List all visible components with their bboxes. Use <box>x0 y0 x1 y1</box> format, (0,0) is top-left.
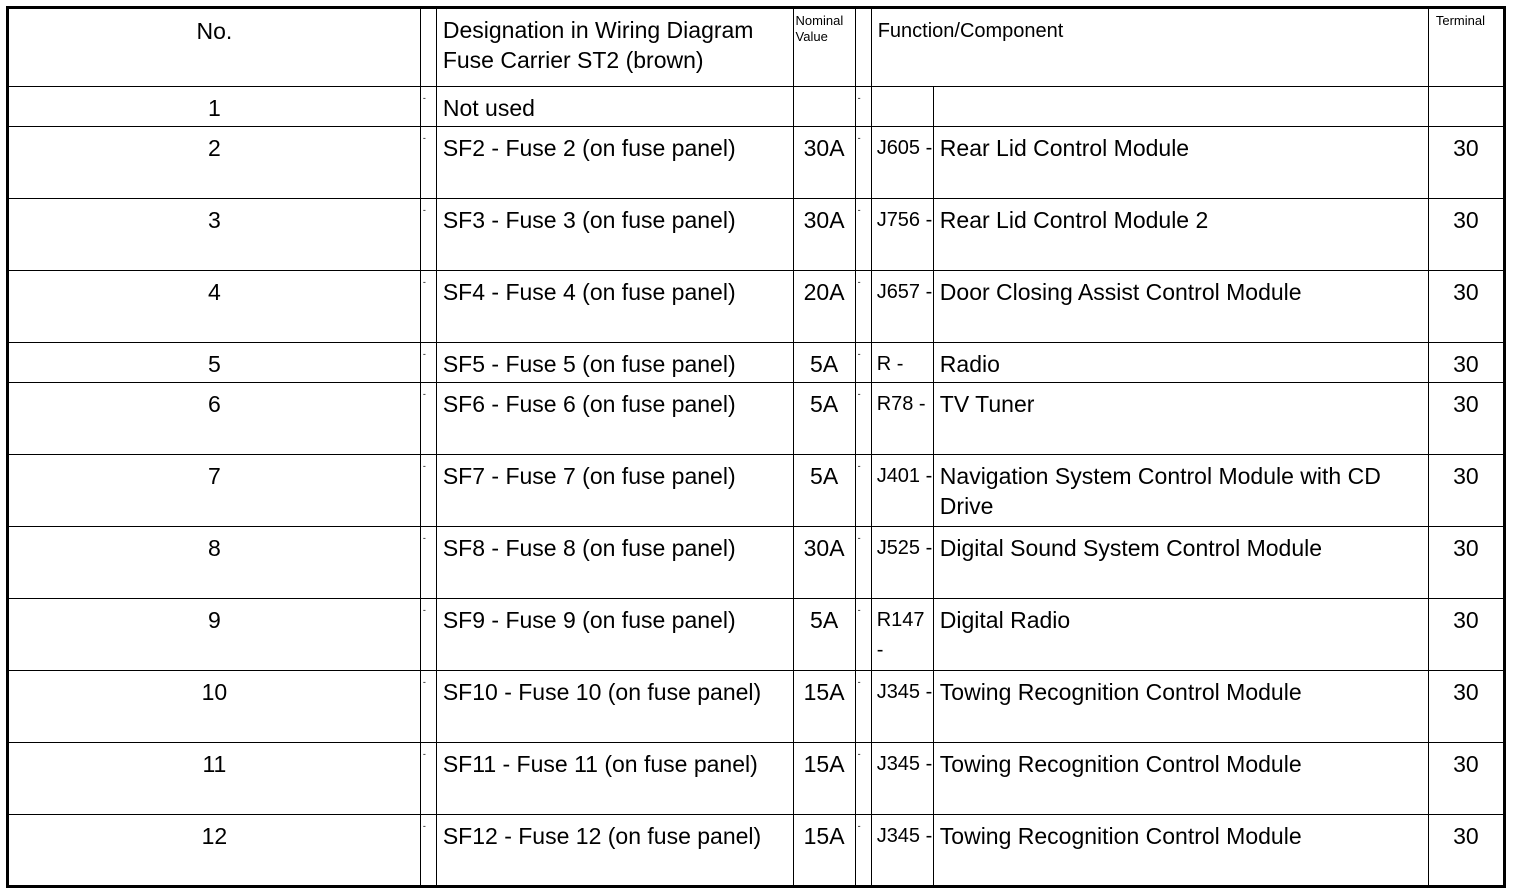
row-component-code: R147 - <box>871 599 933 671</box>
row-nominal-value: 15A <box>793 671 855 743</box>
row-no: 4 <box>8 271 421 343</box>
fuse-table <box>6 6 1506 888</box>
row-mark: - <box>420 815 436 887</box>
table-row <box>8 271 1505 343</box>
table-row <box>8 527 1505 599</box>
row-mark: - <box>420 383 436 455</box>
table-row <box>8 343 1505 383</box>
row-no: 5 <box>8 343 421 383</box>
row-nominal-value: 30A <box>793 527 855 599</box>
row-nominal-value: 20A <box>793 271 855 343</box>
row-no: 1 <box>8 87 421 127</box>
row-no: 8 <box>8 527 421 599</box>
table-row <box>8 383 1505 455</box>
row-mark-2: - <box>855 343 871 383</box>
row-designation: SF7 - Fuse 7 (on fuse panel) <box>436 455 793 527</box>
row-mark: - <box>420 455 436 527</box>
row-nominal-value: 5A <box>793 343 855 383</box>
row-no: 6 <box>8 383 421 455</box>
row-terminal: 30 <box>1428 271 1504 343</box>
row-component-code: J657 - <box>871 271 933 343</box>
row-function: Digital Sound System Control Module <box>933 527 1428 599</box>
table-row <box>8 815 1505 887</box>
row-designation: SF5 - Fuse 5 (on fuse panel) <box>436 343 793 383</box>
row-designation: SF3 - Fuse 3 (on fuse panel) <box>436 199 793 271</box>
row-nominal-value: 30A <box>793 199 855 271</box>
row-designation: SF10 - Fuse 10 (on fuse panel) <box>436 671 793 743</box>
row-function: Digital Radio <box>933 599 1428 671</box>
row-component-code: J525 - <box>871 527 933 599</box>
row-component-code: J605 - <box>871 127 933 199</box>
row-terminal: 30 <box>1428 743 1504 815</box>
header-nominal <box>793 8 855 87</box>
row-mark: - <box>420 671 436 743</box>
row-nominal-value: 15A <box>793 815 855 887</box>
row-no: 10 <box>8 671 421 743</box>
header-function: Function/Component <box>871 8 1428 87</box>
row-function: Rear Lid Control Module <box>933 127 1428 199</box>
row-component-code: R78 - <box>871 383 933 455</box>
row-mark-2: - <box>855 271 871 343</box>
row-no: 7 <box>8 455 421 527</box>
row-nominal-value: 5A <box>793 455 855 527</box>
row-terminal: 30 <box>1428 671 1504 743</box>
row-function: Navigation System Control Module with CD Drive <box>933 455 1428 527</box>
row-mark-2: - <box>855 671 871 743</box>
row-component-code: J756 - <box>871 199 933 271</box>
header-no: No. <box>8 8 421 87</box>
row-terminal: 30 <box>1428 343 1504 383</box>
row-designation: SF12 - Fuse 12 (on fuse panel) <box>436 815 793 887</box>
row-mark-2: - <box>855 527 871 599</box>
row-no: 9 <box>8 599 421 671</box>
row-mark: - <box>420 87 436 127</box>
table-row <box>8 87 1505 127</box>
row-nominal-value: 15A <box>793 743 855 815</box>
header-nominal-line2: Value <box>795 29 828 44</box>
table-row <box>8 199 1505 271</box>
table-row <box>8 455 1505 527</box>
header-row <box>8 8 1505 87</box>
row-mark-2: - <box>855 815 871 887</box>
row-designation: SF11 - Fuse 11 (on fuse panel) <box>436 743 793 815</box>
table-row <box>8 599 1505 671</box>
table-row <box>8 671 1505 743</box>
row-terminal: 30 <box>1428 599 1504 671</box>
row-nominal-value: 30A <box>793 127 855 199</box>
row-terminal: 30 <box>1428 455 1504 527</box>
table-row <box>8 743 1505 815</box>
row-component-code: J345 - <box>871 815 933 887</box>
row-nominal-value <box>793 87 855 127</box>
table-row <box>8 127 1505 199</box>
row-mark: - <box>420 743 436 815</box>
row-function: Radio <box>933 343 1428 383</box>
row-mark-2: - <box>855 455 871 527</box>
header-designation <box>436 8 793 87</box>
row-no: 2 <box>8 127 421 199</box>
row-mark-2: - <box>855 743 871 815</box>
header-spacer-1 <box>420 8 436 87</box>
row-designation: SF4 - Fuse 4 (on fuse panel) <box>436 271 793 343</box>
row-function: Rear Lid Control Module 2 <box>933 199 1428 271</box>
row-component-code: J345 - <box>871 671 933 743</box>
row-function: TV Tuner <box>933 383 1428 455</box>
row-mark-2: - <box>855 383 871 455</box>
row-terminal: 30 <box>1428 199 1504 271</box>
row-component-code: J401 - <box>871 455 933 527</box>
row-mark: - <box>420 527 436 599</box>
row-terminal: 30 <box>1428 815 1504 887</box>
row-mark: - <box>420 599 436 671</box>
row-mark-2: - <box>855 87 871 127</box>
row-terminal: 30 <box>1428 383 1504 455</box>
row-mark: - <box>420 199 436 271</box>
row-mark: - <box>420 271 436 343</box>
row-mark-2: - <box>855 599 871 671</box>
header-nominal-line1: Nominal <box>795 13 844 28</box>
header-designation-line2: Fuse Carrier ST2 (brown) <box>442 47 704 73</box>
row-function: Door Closing Assist Control Module <box>933 271 1428 343</box>
row-no: 12 <box>8 815 421 887</box>
row-mark: - <box>420 127 436 199</box>
row-mark: - <box>420 343 436 383</box>
header-terminal: Terminal <box>1428 8 1504 87</box>
row-function <box>933 87 1428 127</box>
row-component-code: R - <box>871 343 933 383</box>
row-designation: SF2 - Fuse 2 (on fuse panel) <box>436 127 793 199</box>
row-designation: SF6 - Fuse 6 (on fuse panel) <box>436 383 793 455</box>
row-designation: Not used <box>436 87 793 127</box>
row-no: 11 <box>8 743 421 815</box>
row-function: Towing Recognition Control Module <box>933 815 1428 887</box>
row-nominal-value: 5A <box>793 383 855 455</box>
row-terminal: 30 <box>1428 127 1504 199</box>
row-terminal <box>1428 87 1504 127</box>
row-no: 3 <box>8 199 421 271</box>
row-mark-2: - <box>855 199 871 271</box>
row-component-code: J345 - <box>871 743 933 815</box>
header-spacer-2 <box>855 8 871 87</box>
row-function: Towing Recognition Control Module <box>933 671 1428 743</box>
row-nominal-value: 5A <box>793 599 855 671</box>
row-designation: SF8 - Fuse 8 (on fuse panel) <box>436 527 793 599</box>
row-mark-2: - <box>855 127 871 199</box>
header-designation-line1: Designation in Wiring Diagram <box>442 17 754 43</box>
row-component-code <box>871 87 933 127</box>
row-function: Towing Recognition Control Module <box>933 743 1428 815</box>
row-designation: SF9 - Fuse 9 (on fuse panel) <box>436 599 793 671</box>
row-terminal: 30 <box>1428 527 1504 599</box>
